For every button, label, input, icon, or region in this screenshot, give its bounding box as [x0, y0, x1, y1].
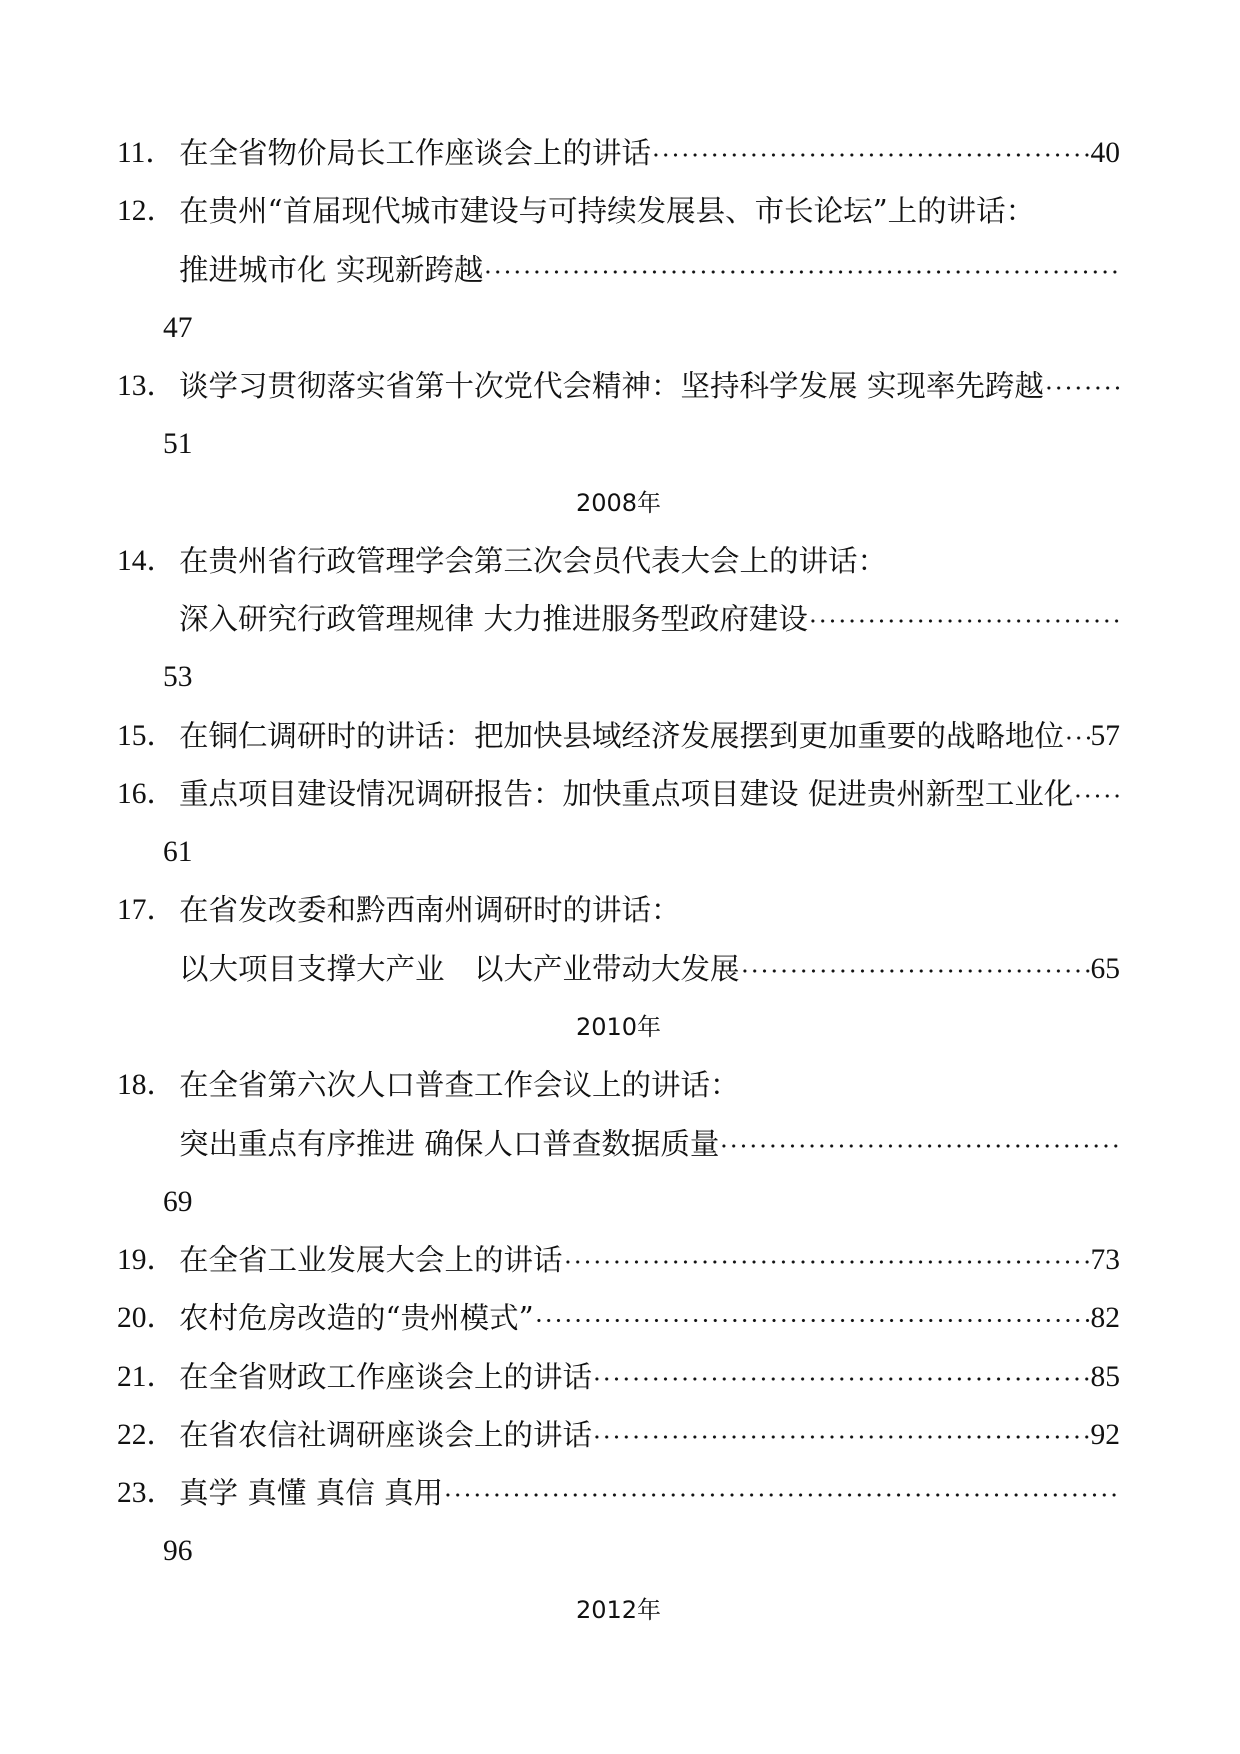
dot-leader	[719, 1115, 1120, 1173]
entry-title: 在全省工业发展大会上的讲话	[179, 1243, 563, 1278]
entry-title-line	[117, 1056, 1120, 1114]
page-number: 85	[1090, 1360, 1120, 1393]
entry-page-line	[117, 415, 1120, 473]
entry-subtitle-line	[117, 940, 1120, 998]
toc-entry	[117, 1231, 1120, 1289]
entry-number: 17．	[117, 894, 177, 927]
entry-subtitle: 突出重点有序推进 确保人口普查数据质量	[179, 1126, 720, 1161]
page-number: 57	[1090, 719, 1120, 752]
page-number: 65	[1090, 952, 1120, 985]
year-heading-text: 2012年	[575, 1595, 662, 1624]
entry-number: 12．	[117, 195, 177, 228]
page-number: 53	[163, 661, 193, 694]
entry-number: 13．	[117, 370, 177, 403]
dot-leader	[534, 1289, 1090, 1347]
entry-number: 15．	[117, 719, 177, 752]
page-number: 82	[1090, 1302, 1120, 1335]
toc-entry	[117, 182, 1120, 357]
entry-title: 农村危房改造的“贵州模式”	[179, 1301, 534, 1336]
dot-leader	[808, 590, 1120, 648]
entry-title-line	[117, 707, 1120, 765]
page-number: 47	[163, 311, 193, 344]
toc-entry	[117, 765, 1120, 882]
entry-title-line	[117, 765, 1120, 823]
year-heading	[117, 1581, 1120, 1639]
entry-subtitle: 深入研究行政管理规律 大力推进服务型政府建设	[179, 602, 808, 637]
page-number: 96	[163, 1535, 193, 1568]
page-number: 69	[163, 1185, 193, 1218]
entry-subtitle-line	[117, 241, 1120, 299]
entry-title: 在贵州省行政管理学会第三次会员代表大会上的讲话：	[179, 543, 888, 578]
year-heading-text: 2008年	[575, 488, 662, 517]
toc-entry	[117, 357, 1120, 474]
entry-number: 14．	[117, 544, 177, 577]
entry-title-line	[117, 182, 1120, 240]
entry-subtitle-line	[117, 1115, 1120, 1173]
dot-leader	[592, 1406, 1089, 1464]
entry-title-line	[117, 881, 1120, 939]
entry-title-line	[117, 124, 1120, 182]
page-number: 61	[163, 836, 193, 869]
toc-entry	[117, 1056, 1120, 1231]
entry-page-line	[117, 1522, 1120, 1580]
entry-page-line	[117, 648, 1120, 706]
page-number: 92	[1090, 1418, 1120, 1451]
entry-subtitle: 以大项目支撑大产业 以大产业带动大发展	[179, 951, 740, 986]
page-number: 51	[163, 428, 193, 461]
table-of-contents	[117, 124, 1120, 1639]
dot-leader	[483, 241, 1120, 299]
toc-entry	[117, 881, 1120, 998]
entry-number: 20．	[117, 1302, 177, 1335]
entry-number: 23．	[117, 1477, 177, 1510]
entry-number: 16．	[117, 777, 177, 810]
toc-entry	[117, 532, 1120, 707]
entry-number: 19．	[117, 1244, 177, 1277]
entry-title: 在全省物价局长工作座谈会上的讲话	[179, 136, 652, 170]
entry-title-line	[117, 1231, 1120, 1289]
entry-title: 重点项目建设情况调研报告：加快重点项目建设 促进贵州新型工业化	[179, 776, 1074, 811]
entry-title-line	[117, 1464, 1120, 1522]
entry-number: 21．	[117, 1360, 177, 1393]
toc-entry	[117, 1406, 1120, 1464]
entry-title-line	[117, 532, 1120, 590]
toc-entry	[117, 1464, 1120, 1581]
dot-leader	[592, 1348, 1089, 1406]
entry-title-line	[117, 357, 1120, 415]
page-number: 40	[1090, 137, 1120, 169]
entry-title: 在全省财政工作座谈会上的讲话	[179, 1359, 593, 1394]
toc-entry	[117, 1289, 1120, 1347]
entry-title-line	[117, 1406, 1120, 1464]
year-heading-text: 2010年	[575, 1012, 662, 1041]
dot-leader	[740, 940, 1090, 998]
year-heading	[117, 998, 1120, 1056]
page-number: 73	[1090, 1244, 1120, 1277]
dot-leader	[1044, 357, 1120, 415]
entry-subtitle-line	[117, 590, 1120, 648]
entry-number: 11．	[117, 137, 175, 169]
entry-title: 在省农信社调研座谈会上的讲话	[179, 1417, 593, 1452]
entry-title: 在贵州“首届现代城市建设与可持续发展县、市长论坛”上的讲话：	[179, 194, 1036, 229]
entry-title-line	[117, 1289, 1120, 1347]
entry-title: 谈学习贯彻落实省第十次党代会精神：坚持科学发展 实现率先跨越	[179, 369, 1044, 404]
dot-leader	[1073, 765, 1120, 823]
entry-page-line	[117, 823, 1120, 881]
entry-number: 22．	[117, 1418, 177, 1451]
toc-entry	[117, 707, 1120, 765]
toc-entry	[117, 1348, 1120, 1406]
dot-leader	[443, 1464, 1120, 1522]
entry-title: 在铜仁调研时的讲话：把加快县域经济发展摆到更加重要的战略地位	[179, 718, 1065, 753]
entry-title: 在全省第六次人口普查工作会议上的讲话：	[179, 1068, 740, 1103]
entry-page-line	[117, 299, 1120, 357]
entry-title-line	[117, 1348, 1120, 1406]
toc-entry	[117, 124, 1120, 182]
entry-number: 18．	[117, 1069, 177, 1102]
dot-leader	[651, 124, 1089, 182]
dot-leader	[1064, 707, 1089, 765]
year-heading	[117, 474, 1120, 532]
dot-leader	[563, 1231, 1090, 1289]
entry-title: 在省发改委和黔西南州调研时的讲话：	[179, 893, 681, 928]
entry-page-line	[117, 1173, 1120, 1231]
entry-subtitle: 推进城市化 实现新跨越	[179, 252, 484, 287]
entry-title: 真学 真懂 真信 真用	[179, 1476, 444, 1511]
